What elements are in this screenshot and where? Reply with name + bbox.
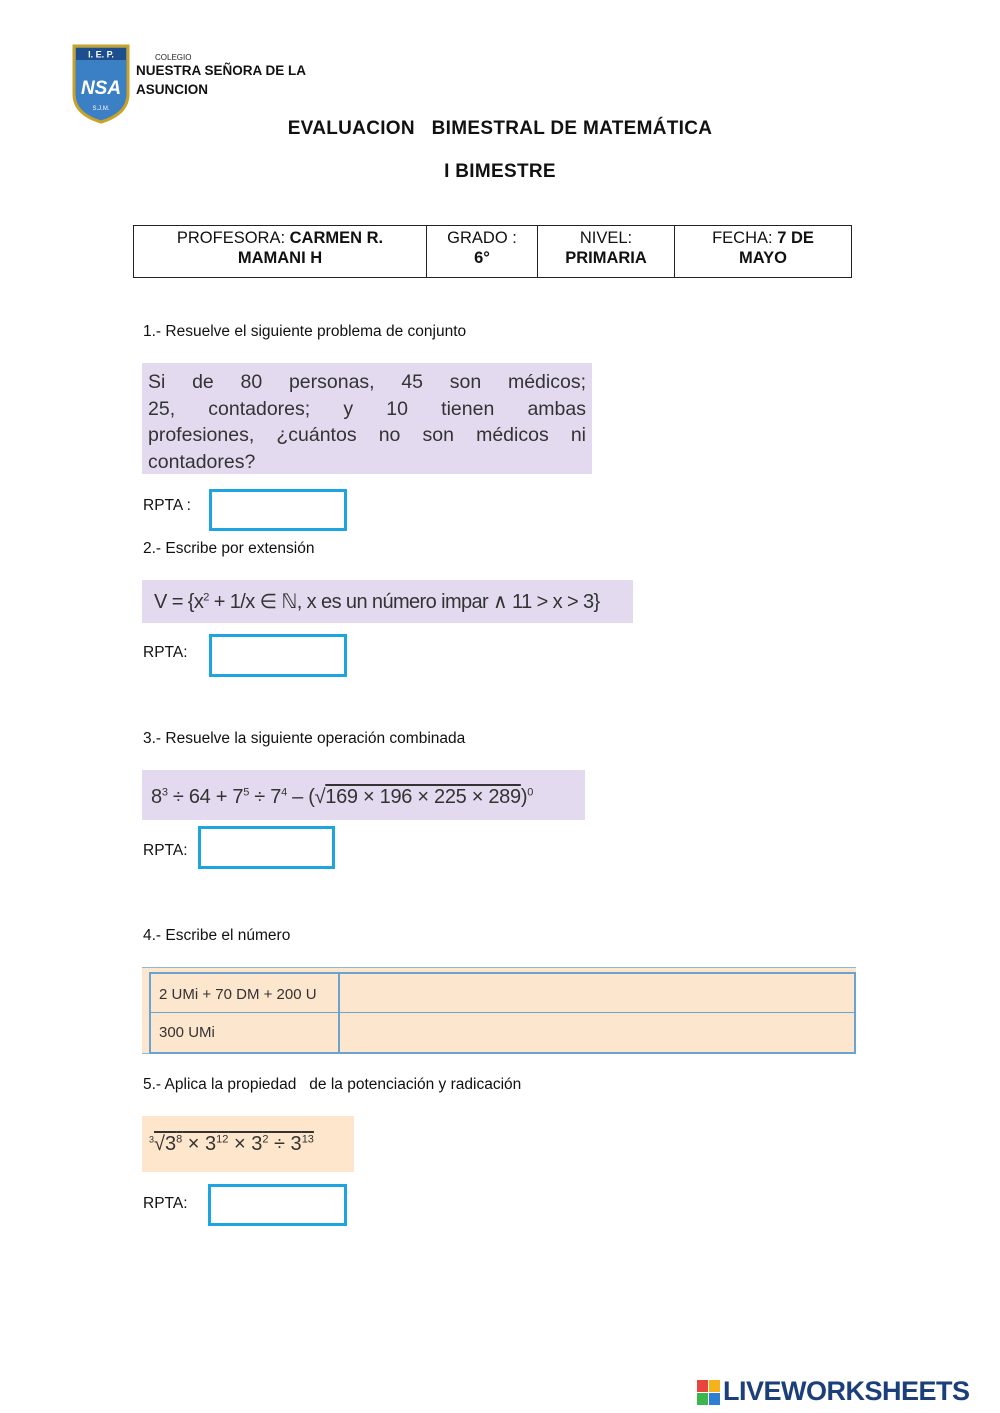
expr-sup: 13 bbox=[301, 1133, 314, 1146]
question-3-expression bbox=[142, 770, 585, 820]
radicand: 169 × 196 × 225 × 289 bbox=[325, 786, 521, 808]
question-3-prompt: 3.- Resuelve la siguiente operación combinada bbox=[143, 730, 466, 747]
table-row-1-label-cell bbox=[149, 972, 340, 1013]
question-1-problem bbox=[142, 363, 592, 474]
fecha-value-2: MAYO bbox=[739, 249, 787, 267]
table-row-1-label: 2 UMi + 70 DM + 200 U bbox=[159, 986, 317, 1003]
expr-part: + 1/x ∈ ℕ, x es un número impar ∧ 11 > x > 3} bbox=[208, 591, 600, 613]
fecha-label: FECHA: bbox=[712, 229, 773, 247]
question-5-prompt: 5.- Aplica la propiedad de la potenciación y radicación bbox=[143, 1076, 522, 1093]
radical-expression bbox=[149, 1133, 314, 1156]
nivel-label: NIVEL: bbox=[579, 229, 633, 247]
expr-sup: 8 bbox=[176, 1133, 183, 1146]
school-name-line2: ASUNCION bbox=[136, 82, 209, 97]
problem-line: 25, contadores; y 10 tienen ambas bbox=[148, 397, 586, 420]
nivel-cell bbox=[538, 226, 675, 278]
table-row-2-answer[interactable] bbox=[339, 1012, 856, 1054]
radicand bbox=[154, 1133, 314, 1155]
expr-part: √3 bbox=[154, 1133, 177, 1155]
fecha-value-1: 7 DE bbox=[777, 229, 814, 247]
table-row-1-answer[interactable] bbox=[339, 972, 856, 1013]
logo-top-text: I. E. P. bbox=[88, 49, 114, 60]
answer-1-label: RPTA : bbox=[143, 497, 191, 514]
grado-cell bbox=[427, 226, 538, 278]
expr-part: ÷ 3 bbox=[268, 1133, 302, 1155]
profesora-name-2: MAMANI H bbox=[237, 249, 323, 267]
expr-sup: 3 bbox=[161, 786, 168, 799]
profesora-cell bbox=[134, 226, 427, 278]
answer-5-label: RPTA: bbox=[143, 1195, 188, 1212]
question-1-prompt: 1.- Resuelve el siguiente problema de conjunto bbox=[143, 323, 467, 340]
school-pre: COLEGIO bbox=[155, 53, 192, 62]
profesora-name-1: CARMEN R. bbox=[289, 229, 384, 247]
answer-3-label: RPTA: bbox=[143, 842, 188, 859]
page-title: EVALUACION BIMESTRAL DE MATEMÁTICA bbox=[287, 118, 713, 139]
expr-sup: 12 bbox=[216, 1133, 229, 1146]
expr-sup: 5 bbox=[243, 786, 250, 799]
expr-part: – (√ bbox=[286, 786, 326, 808]
fecha-cell bbox=[675, 226, 852, 278]
expr-part: ÷ 64 + 7 bbox=[167, 786, 244, 808]
profesora-label: PROFESORA: bbox=[176, 229, 286, 247]
liveworksheets-brand: LIVEWORKSHEETS bbox=[723, 1376, 970, 1406]
set-expression bbox=[154, 589, 600, 614]
school-logo bbox=[72, 44, 130, 124]
page-subtitle: I BIMESTRE bbox=[444, 161, 556, 182]
question-5-expression bbox=[142, 1116, 354, 1172]
question-4-table bbox=[142, 967, 856, 1054]
problem-line: contadores? bbox=[148, 450, 256, 473]
expr-part: ) bbox=[520, 786, 528, 808]
grado-label: GRADO : bbox=[447, 229, 517, 247]
grado-value: 6° bbox=[474, 249, 490, 267]
expr-part: 8 bbox=[151, 786, 162, 808]
answer-1-input[interactable] bbox=[209, 489, 347, 531]
expr-sup: 2 bbox=[203, 591, 209, 604]
header-table bbox=[133, 225, 852, 278]
answer-5-input[interactable] bbox=[208, 1184, 347, 1226]
root-index: 3 bbox=[149, 1134, 155, 1145]
nivel-value: PRIMARIA bbox=[565, 249, 647, 267]
expr-sup: 2 bbox=[262, 1133, 269, 1146]
answer-3-input[interactable] bbox=[198, 826, 335, 869]
table-row-2-label-cell bbox=[149, 1012, 340, 1054]
problem-line: profesiones, ¿cuántos no son médicos ni bbox=[148, 424, 586, 446]
expr-sup: 4 bbox=[281, 786, 287, 799]
problem-line: Si de 80 personas, 45 son médicos; bbox=[148, 371, 586, 393]
expr-part: × 3 bbox=[228, 1133, 263, 1155]
question-2-prompt: 2.- Escribe por extensión bbox=[143, 540, 315, 557]
expr-sup: 0 bbox=[527, 786, 534, 799]
answer-2-input[interactable] bbox=[209, 634, 347, 677]
logo-bottom-text: S.J.M. bbox=[92, 106, 110, 112]
school-name-line1: NUESTRA SEÑORA DE LA bbox=[136, 63, 307, 78]
expr-part: V = {x bbox=[154, 591, 204, 613]
combined-operation bbox=[151, 786, 533, 809]
liveworksheets-icon bbox=[697, 1380, 721, 1408]
answer-2-label: RPTA: bbox=[143, 644, 188, 661]
logo-text: NSA bbox=[80, 78, 122, 99]
expr-part: ÷ 7 bbox=[249, 786, 282, 808]
table-row-2-label: 300 UMi bbox=[159, 1024, 215, 1041]
question-4-prompt: 4.- Escribe el número bbox=[143, 927, 291, 944]
expr-part: × 3 bbox=[182, 1133, 217, 1155]
question-2-expression bbox=[142, 580, 633, 623]
